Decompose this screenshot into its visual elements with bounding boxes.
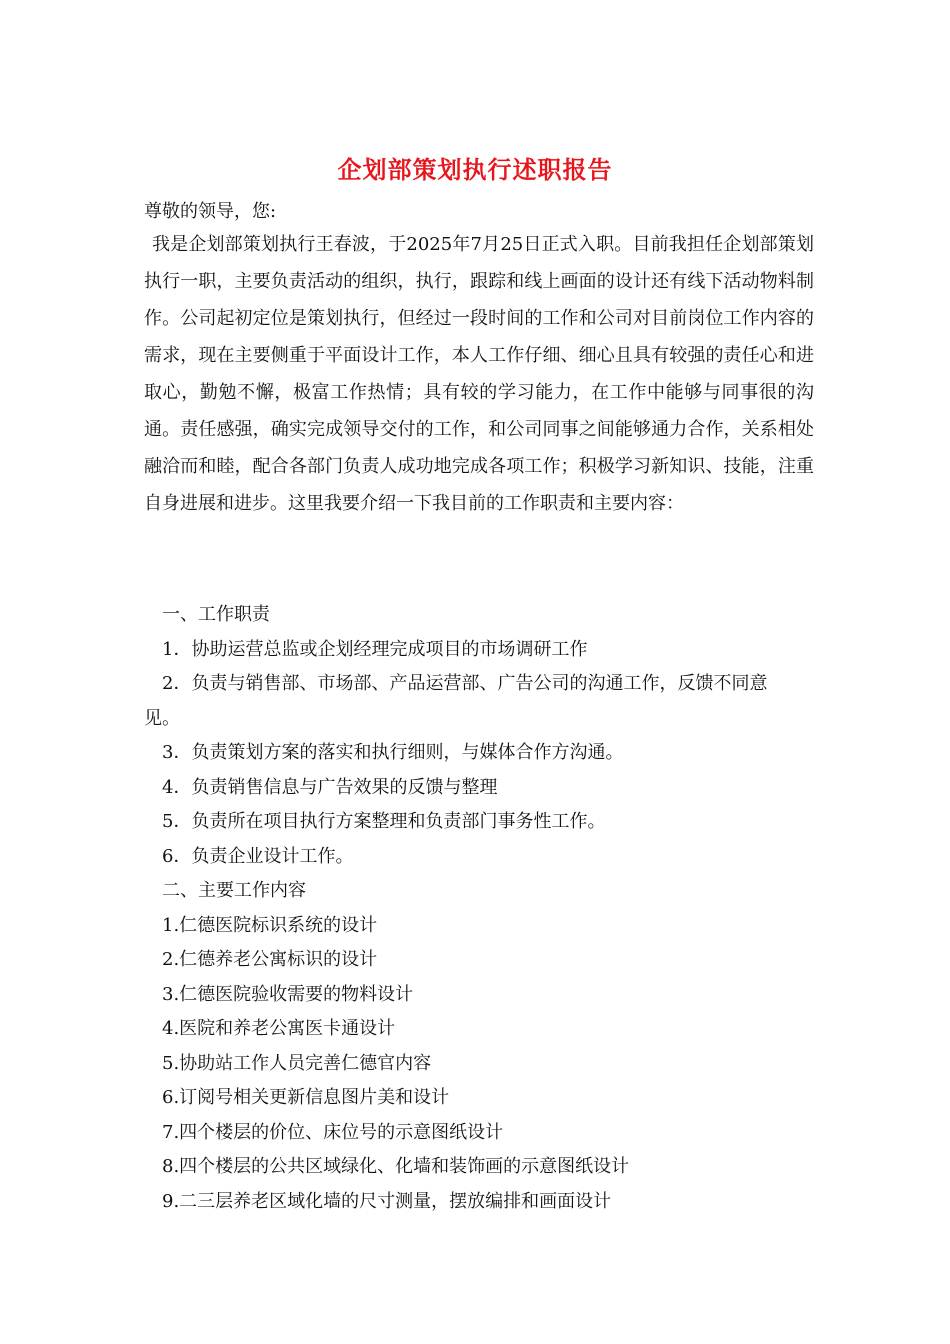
content-item: 4.医院和养老公寓医卡通设计 bbox=[162, 1018, 396, 1039]
report-body bbox=[144, 598, 814, 1219]
duty-item: 3．负责策划方案的落实和执行细则，与媒体合作方沟通。 bbox=[162, 742, 624, 763]
content-item: 2.仁德养老公寓标识的设计 bbox=[162, 949, 378, 970]
intro-paragraph: 我是企划部策划执行王春波，于2025年7月25日正式入职。目前我担任企划部策划执行一职，主要负责活动的组织，执行，跟踪和线上画面的设计还有线下活动物料制作。公司起初定位是策划执行，但经过一段时间的工作和公司对目前岗位工作内容的需求，现在主要侧重于平面设计工作，本人工作仔细、细心且具有较强的责任心和进取心，勤勉不懈，极富工作热情；具有较的学习能力，在工作中能够与同事很的沟通。责任感强，确实完成领导交付的工作，和公司同事之间能够通力合作，关系相处融洽而和睦，配合各部门负责人成功地完成各项工作；积极学习新知识、技能，注重自身进展和进步。这里我要介绍一下我目前的工作职责和主要内容： bbox=[144, 234, 814, 514]
content-item: 3.仁德医院验收需要的物料设计 bbox=[162, 983, 414, 1005]
section-heading-duties: 一、工作职责 bbox=[162, 604, 270, 625]
content-item: 8.四个楼层的公共区域绿化、化墙和装饰画的示意图纸设计 bbox=[162, 1156, 630, 1177]
duty-item: 1．协助运营总监或企划经理完成项目的市场调研工作 bbox=[162, 638, 588, 660]
duty-item: 5．负责所在项目执行方案整理和负责部门事务性工作。 bbox=[162, 811, 606, 832]
content-item: 5.协助站工作人员完善仁德官内容 bbox=[162, 1052, 432, 1074]
document-title: 企划部策划执行述职报告 bbox=[337, 155, 613, 184]
duty-item-continuation: 见。 bbox=[144, 707, 180, 729]
content-item: 6.订阅号相关更新信息图片美和设计 bbox=[162, 1087, 450, 1108]
section-heading-contents: 二、主要工作内容 bbox=[162, 880, 306, 901]
content-item: 9.二三层养老区域化墙的尺寸测量，摆放编排和画面设计 bbox=[162, 1190, 612, 1212]
content-item: 1.仁德医院标识系统的设计 bbox=[162, 914, 378, 936]
content-item: 7.四个楼层的价位、床位号的示意图纸设计 bbox=[162, 1121, 504, 1143]
duty-item: 4．负责销售信息与广告效果的反馈与整理 bbox=[162, 776, 498, 798]
duty-item: 2．负责与销售部、市场部、产品运营部、广告公司的沟通工作，反馈不同意 bbox=[162, 673, 768, 694]
duty-item: 6．负责企业设计工作。 bbox=[162, 845, 354, 867]
greeting-line: 尊敬的领导，您: bbox=[144, 201, 277, 222]
